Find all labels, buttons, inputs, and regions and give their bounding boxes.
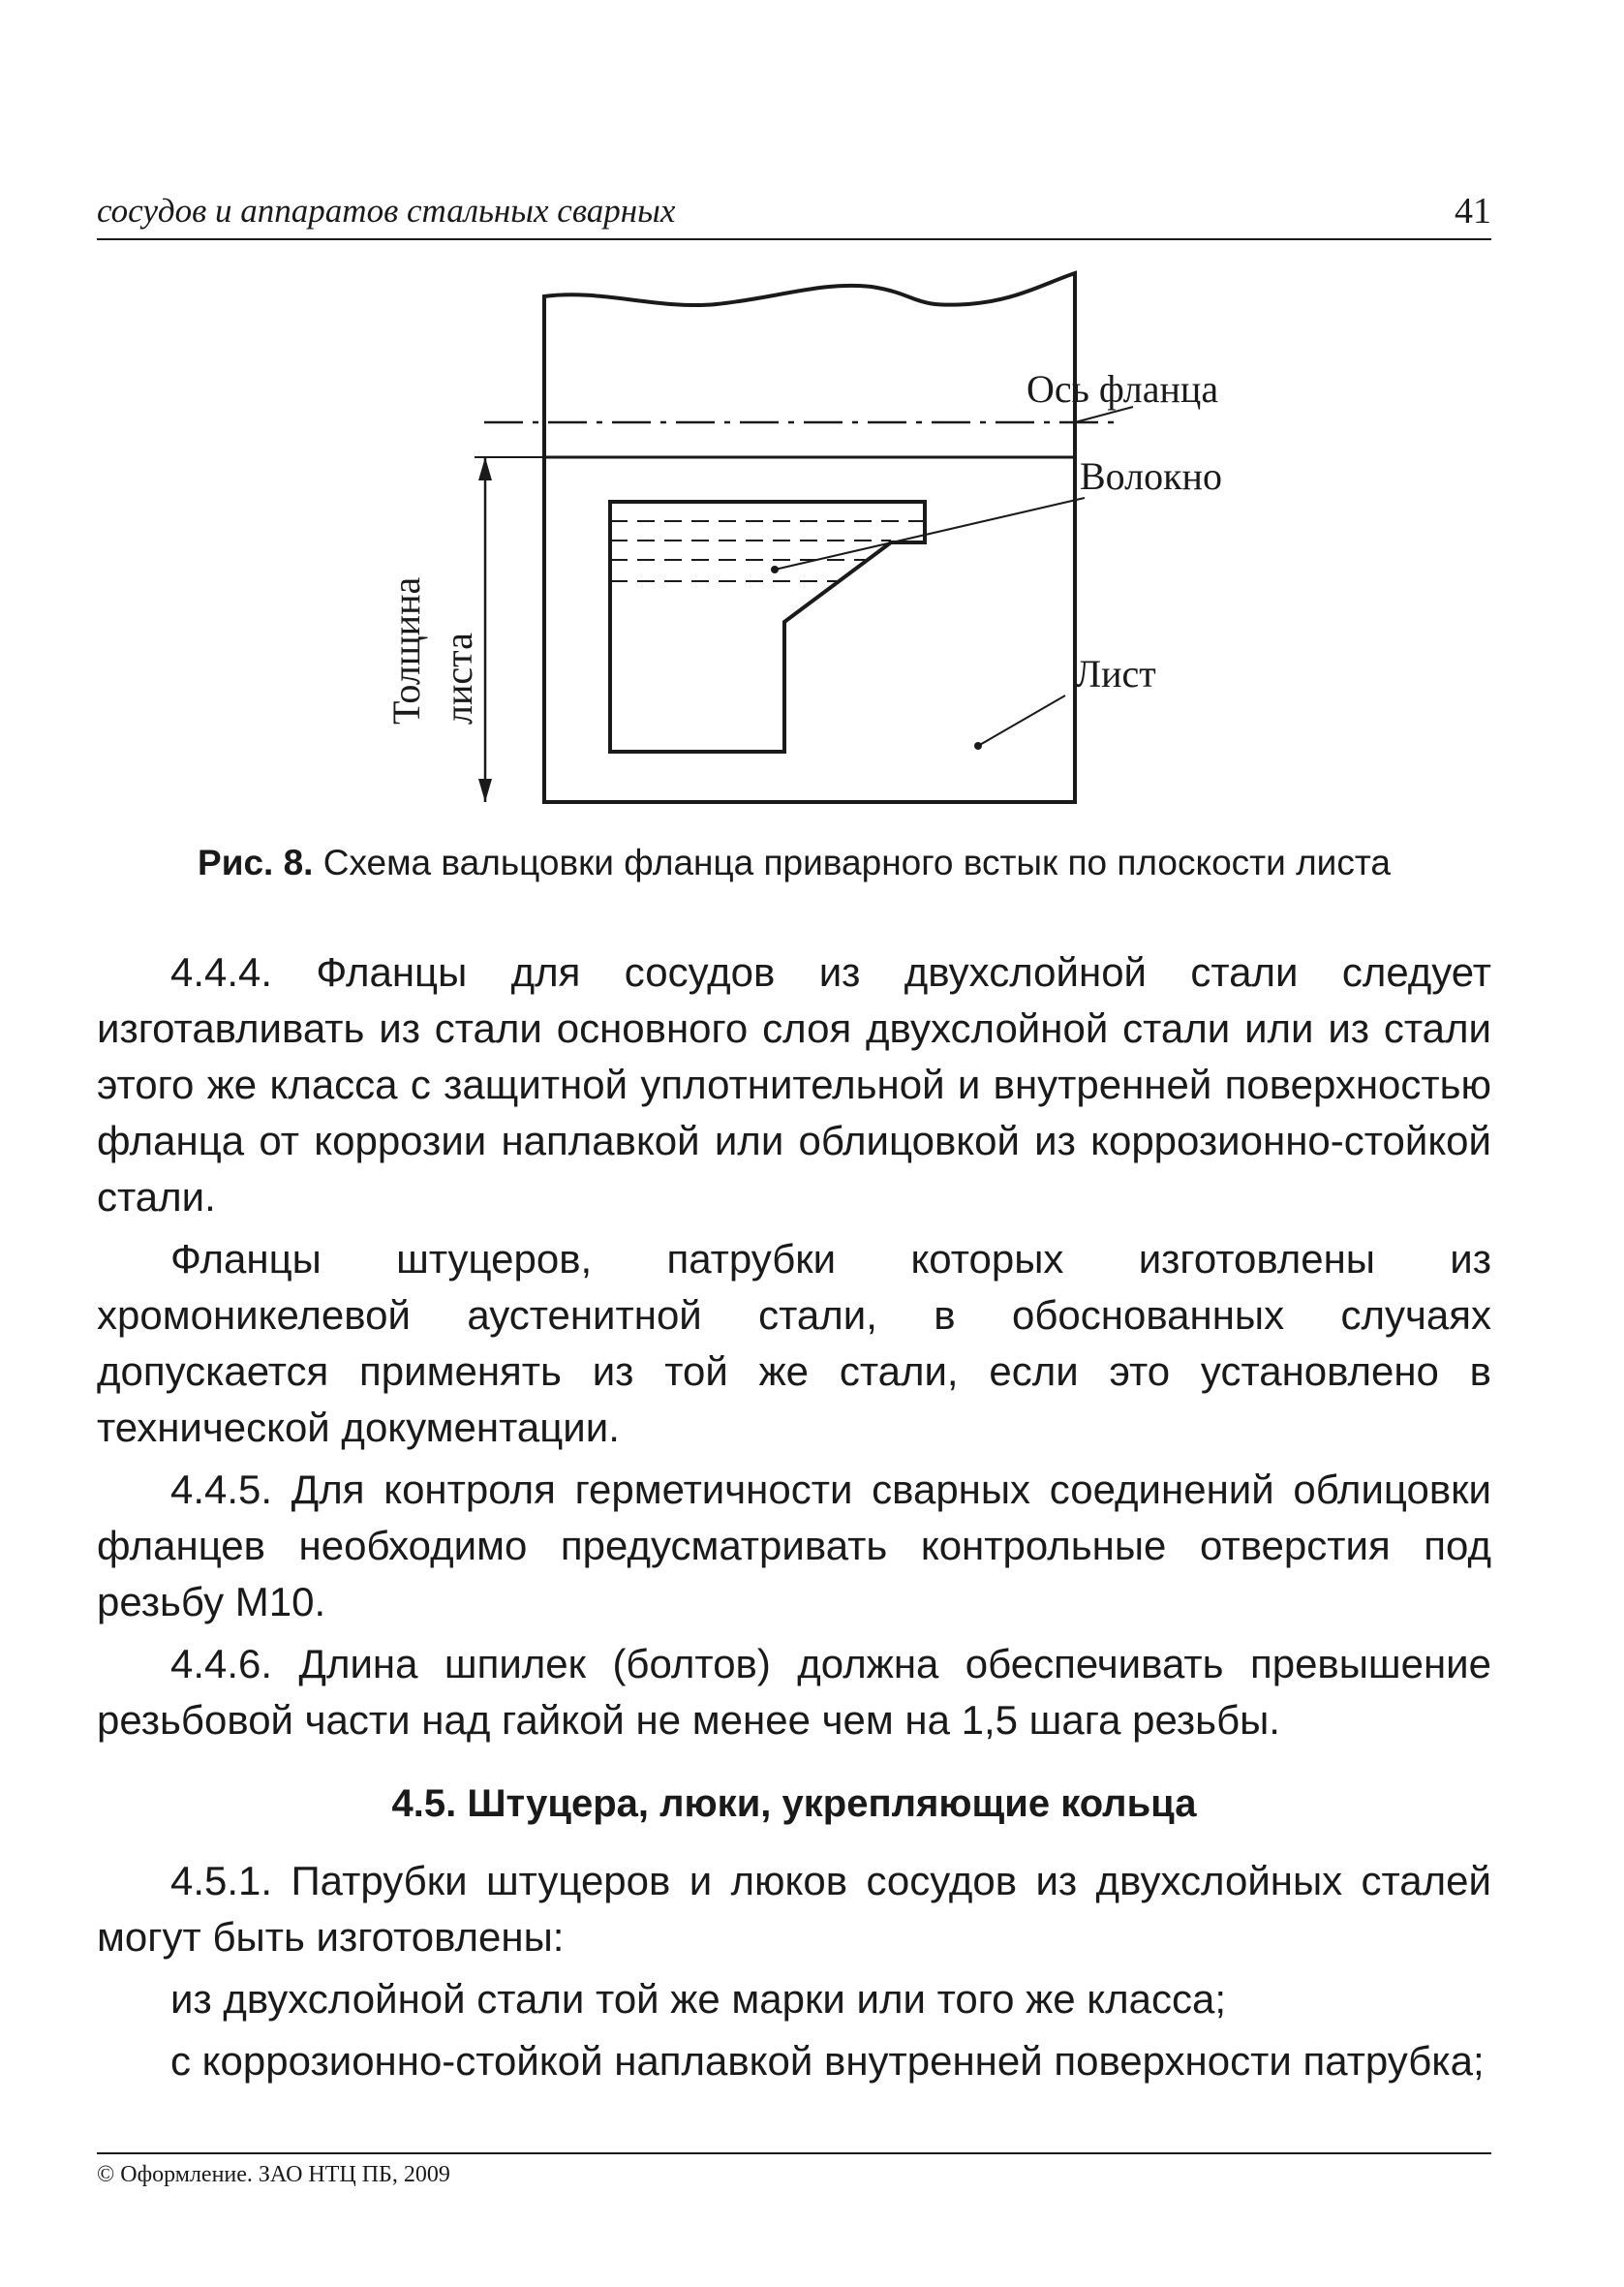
flange-diagram <box>368 262 1298 823</box>
paragraph-flanges-fittings: Фланцы штуцеров, патрубки которых изготовлены из хромоникелевой аустенитной стали, в обоснованных случаях допускается применять из той же стали, если это установлено в технической документации. <box>97 1236 1491 1450</box>
running-header <box>97 190 1491 240</box>
paragraph-4-4-6: 4.4.6. Длина шпилек (болтов) должна обеспечивать превышение резьбовой части над гайкой не менее чем на 1,5 шага резьбы. <box>97 1641 1491 1743</box>
thickness-arrow-top <box>478 457 492 480</box>
footer-rule <box>97 2152 1491 2154</box>
thickness-arrow-bottom <box>478 779 492 802</box>
figure-flange-rolling-scheme <box>368 262 1298 823</box>
sheet-leader-dot <box>974 742 982 750</box>
fiber-leader <box>775 498 1085 570</box>
label-thickness-line2: листа <box>437 633 480 725</box>
caption-label: Рис. 8. <box>198 843 314 882</box>
flange-profile <box>610 502 925 752</box>
fiber-leader-dot <box>771 566 779 573</box>
section-heading-4-5: 4.5. Штуцера, люки, укрепляющие кольца <box>391 1782 1197 1825</box>
label-flange-axis: Ось фланца <box>1026 367 1219 411</box>
paragraph-4-4-5: 4.4.5. Для контроля герметичности сварных соединений облицовки фланцев необходимо предусматривать контрольные отверстия под резьбу М10. <box>97 1467 1491 1624</box>
label-fiber: Волокно <box>1080 454 1222 498</box>
label-sheet: Лист <box>1075 652 1156 695</box>
list-item-cladding: с коррозионно-стойкой наплавкой внутренней поверхности патрубка; <box>170 2038 1485 2084</box>
list-item-same-grade: из двухслойной стали той же марки или того же класса; <box>170 1976 1227 2022</box>
sheet-outline <box>544 273 1075 802</box>
sheet-leader <box>978 695 1065 746</box>
caption-text: Схема вальцовки фланца приварного встык по плоскости листа <box>313 843 1391 882</box>
paragraph-4-4-4: 4.4.4. Фланцы для сосудов из двухслойной стали следует изготавливать из стали основного слоя двухслойной стали или из стали этого же класса с защитной уплотнительной и внутренней поверхностью фланца от коррозии наплавкой или облицовкой из коррозионно-стойкой стали. <box>97 949 1491 1220</box>
body-text <box>97 944 1491 2089</box>
label-thickness-line1: Толщина <box>384 576 428 725</box>
footer-copyright: © Оформление. ЗАО НТЦ ПБ, 2009 <box>97 2162 450 2187</box>
figure-caption <box>97 843 1491 883</box>
paragraph-4-5-1: 4.5.1. Патрубки штуцеров и люков сосудов из двухслойных сталей могут быть изготовлены: <box>97 1858 1491 1960</box>
running-title: сосудов и аппаратов стальных сварных <box>97 192 676 230</box>
page-number: 41 <box>1455 191 1491 232</box>
